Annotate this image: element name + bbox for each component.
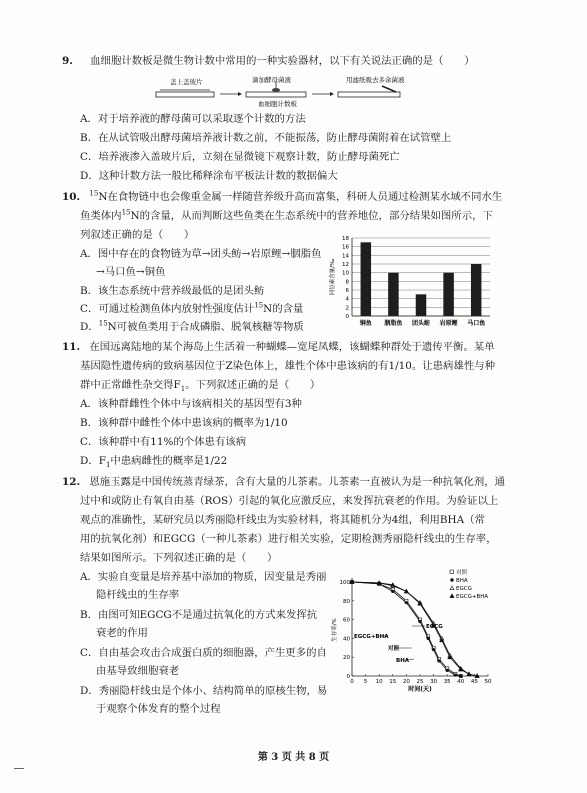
y-tick-label: 8 <box>345 279 349 286</box>
bar-1 <box>388 273 398 316</box>
x-tick-label: 35 <box>443 679 451 685</box>
q9-option-c[interactable]: C．培养液渗入盖玻片后，立刻在显微镜下观察计数，防止酵母菌死亡 <box>80 151 400 163</box>
q10-number: 10. <box>62 191 81 203</box>
legend-marker <box>450 578 453 581</box>
q9-step3-label: 用滤纸吸去多余菌液 <box>346 76 405 84</box>
q10-option-c[interactable] <box>80 302 303 316</box>
q10-iso-2: 15 <box>121 208 131 217</box>
legend-marker <box>450 570 453 573</box>
x-tick-label: 40 <box>457 679 465 685</box>
x-tick-label: 胭脂鱼 <box>384 320 403 327</box>
q10-option-a-cont: →马口鱼→铜鱼 <box>96 266 166 278</box>
q11-line1-text: 在国远离陆地的某个海岛上生活着一种蝴蝶—宽尾凤蝶，该蝴蝶种群处于遗传平衡。某单 <box>89 341 495 353</box>
x-tick-label: 15 <box>389 679 397 685</box>
q11-option-d-sub: 1 <box>105 461 111 470</box>
q12-option-a[interactable]: A．实验自变量是培养基中添加的物质，因变量是秀丽 <box>80 571 327 583</box>
q10-line1 <box>62 190 502 204</box>
q11-line3-pre: 群中正常雌性杂交得F <box>80 379 181 391</box>
q10-iso-1: 15 <box>89 189 99 198</box>
legend-label: EGCG+BHA <box>456 594 489 600</box>
x-tick-label: 45 <box>470 679 478 685</box>
y-tick-label: 14 <box>342 253 349 260</box>
q12-line4: 用的抗氧化剂）和EGCG（一种儿茶素）进行相关实验，定期检测秀丽隐杆线虫的生存率， <box>80 533 497 545</box>
y-axis-label: 生存率/% <box>332 618 338 642</box>
q9-step2-label: 滴加酵母菌液 <box>252 76 291 84</box>
y-tick-label: 18 <box>342 236 349 242</box>
x-tick-label: 30 <box>430 679 438 685</box>
q9-option-d[interactable]: D．这种计数方法一般比稀释涂布平板法计数的数据偏大 <box>80 170 338 182</box>
q9-diagram <box>150 72 450 110</box>
series-point-3 <box>467 672 471 676</box>
q9-stem <box>62 54 475 68</box>
bar-2 <box>416 294 426 316</box>
legend-label: EGCG <box>456 586 472 592</box>
x-tick-label: 铜鱼 <box>359 320 372 327</box>
series-point-1 <box>405 601 408 604</box>
q10-line2-pre: 鱼类体内 <box>80 210 122 222</box>
q10-bar-chart <box>328 232 498 332</box>
x-tick-label: 20 <box>402 679 410 685</box>
y-tick-label: 10 <box>342 270 349 277</box>
q11-option-d-post: 中患病雌性的概率是1/22 <box>110 455 228 467</box>
q10-iso-4: 15 <box>98 319 108 328</box>
q10-line2 <box>80 209 493 223</box>
series-point-1 <box>432 648 435 651</box>
q10-option-c-post: N的含量 <box>263 303 304 315</box>
legend-marker <box>450 586 454 590</box>
q11-line1 <box>62 340 495 354</box>
bar-0 <box>361 242 371 316</box>
q12-option-c[interactable]: C．自由基会攻击合成蛋白质的细胞器，产生更多的自 <box>80 647 327 659</box>
y-tick-label: 6 <box>345 288 349 294</box>
y-tick-label: 4 <box>345 296 349 303</box>
q11-line2: 基因隐性遗传病的致病基因位于Z染色体上，雄性个体中患该病的有1/10。让患病雄性与种 <box>80 360 496 372</box>
q12-line1-text: 恩施玉露是中国传统蒸青绿茶，含有大量的儿茶素。儿茶素一直被认为是一种抗氧化剂，通 <box>89 476 506 488</box>
q12-number: 12. <box>62 476 81 488</box>
q9-option-a[interactable]: A．对于培养液的酵母菌可以采取逐个计数的方法 <box>80 113 306 125</box>
q11-line3 <box>80 378 320 392</box>
q9-stem-text: 血细胞计数板是微生物计数中常用的一种实验器材，以下有关说法正确的是（ ） <box>90 55 475 67</box>
series-point-1 <box>427 637 430 640</box>
annotation-label: EGCG+BHA <box>354 634 389 640</box>
x-tick-label: 马口鱼 <box>467 320 486 327</box>
series-point-1 <box>454 673 457 676</box>
q12-line-chart <box>328 568 498 692</box>
y-tick-label: 60 <box>343 617 350 624</box>
x-axis-label: 时间(天) <box>408 686 432 692</box>
q10-line3: 列叙述正确的是（ ） <box>80 229 195 241</box>
x-tick-label: 10 <box>375 679 383 685</box>
annotation-label: EGCG <box>426 624 443 630</box>
q9-step2b-label: 血细胞计数板 <box>258 100 297 108</box>
q12-line1 <box>62 475 505 489</box>
y-tick-label: 2 <box>345 305 349 312</box>
x-tick-label: 团头鲂 <box>411 320 431 327</box>
legend-label: BHA <box>456 578 468 584</box>
q10-option-d-pre: D． <box>80 321 99 333</box>
q10-option-b[interactable]: B．该生态系统中营养级最低的是团头鲂 <box>80 285 265 297</box>
q10-iso-3: 15 <box>254 301 264 310</box>
x-tick-label: 50 <box>484 679 492 685</box>
page-footer: 第 3 页 共 8 页 <box>257 752 330 763</box>
annotation-label: 对照 <box>388 646 400 652</box>
bar-4 <box>471 264 481 316</box>
legend-label: 对照 <box>456 570 468 576</box>
q12-option-b-cont: 衰老的作用 <box>96 627 148 639</box>
q12-line5: 结果如图所示。下列叙述正确的是（ ） <box>80 552 278 564</box>
q9-step1-label: 盖上盖玻片 <box>170 78 203 86</box>
q11-option-d[interactable] <box>80 454 227 468</box>
q11-option-c[interactable]: C．该种群中有11%的个体患有该病 <box>80 436 247 448</box>
x-tick-label: 岩原鲤 <box>439 320 458 327</box>
series-point-1 <box>391 590 394 593</box>
y-tick-label: 80 <box>343 598 350 605</box>
y-tick-label: 16 <box>342 244 349 251</box>
y-tick-label: 20 <box>343 655 350 662</box>
q10-option-d-post: N可被鱼类用于合成磷脂、脱氧核糖等物质 <box>107 321 304 333</box>
corner-mark <box>14 768 24 769</box>
q11-number: 11. <box>62 341 81 353</box>
q11-line3-post: 。下列叙述正确的是（ ） <box>185 379 321 391</box>
x-tick-label: 5 <box>363 679 368 685</box>
q11-line3-sub: 1 <box>180 385 186 394</box>
q12-line2: 过中和或防止有氧自由基（ROS）引起的氧化应激反应，来发挥抗衰老的作用。为验证以上 <box>80 495 499 507</box>
q11-option-a[interactable]: A．该种群雌性个体中与该病相关的基因型有3种 <box>80 398 302 410</box>
x-tick-label: 0 <box>350 679 354 685</box>
q9-number: 9. <box>62 55 73 67</box>
series-point-1 <box>446 669 449 672</box>
q9-option-b[interactable]: B．在从试管吸出酵母菌培养液计数之前，不能振荡，防止酵母菌附着在试管壁上 <box>80 132 452 144</box>
q10-option-a[interactable]: A．图中存在的食物链为草→团头鲂→岩原鲤→胭脂鱼 <box>80 248 322 260</box>
y-tick-label: 40 <box>343 636 350 643</box>
q10-option-c-pre: C．可通过检测鱼体内放射性强度估计 <box>80 303 255 315</box>
series-point-1 <box>418 620 421 623</box>
bar-3 <box>443 273 453 316</box>
x-tick-label: 25 <box>416 679 424 685</box>
q11-option-d-pre: D．F <box>80 455 106 467</box>
series-point-1 <box>437 659 440 662</box>
series-point-1 <box>459 674 462 677</box>
q12-option-b[interactable]: B．由图可知EGCG不是通过抗氧化的方式来发挥抗 <box>80 609 318 621</box>
q10-line2-post: N的含量，从而判断这些鱼类在生态系统中的营养地位，部分结果如图所示，下 <box>130 210 493 222</box>
q12-line3: 观点的准确性，某研究员以秀丽隐杆线虫为实验材料，将其随机分为4组，利用BHA（常 <box>80 514 485 526</box>
q10-line1-text: N在食物链中也会像重金属一样随营养级升高而富集，科研人员通过检测某水域不同水生 <box>98 191 503 203</box>
legend-marker <box>450 594 454 598</box>
q12-option-a-cont: 隐杆线虫的生存率 <box>96 589 180 601</box>
q12-option-c-cont: 由基导致细胞衰老 <box>96 665 180 677</box>
q11-option-b[interactable]: B．该种群中雌性个体中患该病的概率为1/10 <box>80 417 288 429</box>
y-tick-label: 0 <box>345 314 349 320</box>
y-tick-label: 0 <box>346 674 350 680</box>
y-axis-label: 同位素含量/‰ <box>330 258 336 296</box>
y-tick-label: 12 <box>342 262 349 268</box>
q10-option-d[interactable] <box>80 320 304 334</box>
q12-option-d-cont: 于观察个体发育的整个过程 <box>96 703 221 715</box>
annotation-label: BHA <box>396 658 410 664</box>
q12-option-d[interactable]: D．秀丽隐杆线虫是个体小、结构简单的原核生物，易 <box>80 685 328 697</box>
y-tick-label: 100 <box>339 580 350 586</box>
